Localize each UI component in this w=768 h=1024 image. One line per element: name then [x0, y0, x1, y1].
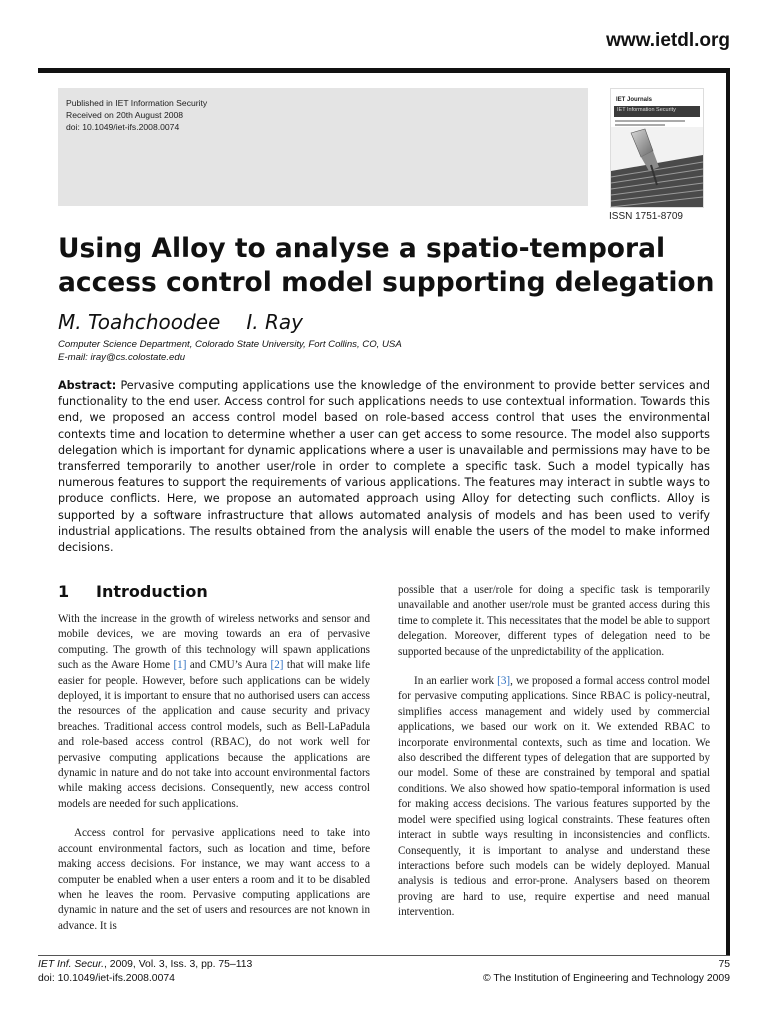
affiliation-line: Computer Science Department, Colorado State University, Fort Collins, CO, USA	[58, 339, 402, 350]
site-url-link[interactable]: www.ietdl.org	[606, 30, 730, 51]
footer-rule	[38, 955, 730, 956]
body-paragraph: Access control for pervasive applications need to take into account environmental factors, such as location and time, before making access decisions. For instance, we may want access to a computer be enabled when a user enters a room and it to be disabled when he leaves the room. Pervasive computing applications are dynamic in nature and the set of users and resources are not known in advance. It is	[58, 827, 370, 932]
received-date: Received on 20th August 2008	[66, 110, 184, 120]
citation-line	[38, 958, 252, 972]
abstract-label: Abstract:	[58, 379, 117, 392]
footer-doi: doi: 10.1049/iet-ifs.2008.0074	[38, 973, 175, 984]
page-number: 75	[718, 959, 730, 970]
cover-artwork	[611, 127, 703, 207]
paper-title: Using Alloy to analyse a spatio-temporal access control model supporting delegation	[58, 233, 715, 298]
author-email: E-mail: iray@cs.colostate.edu	[58, 352, 186, 363]
journal-cover-image	[610, 88, 704, 208]
cover-brand: IET Journals	[616, 97, 653, 103]
body-text: , we proposed a formal access control model for pervasive computing applications. Since RBAC is policy-neutral, simplifies access management and widely used by commercial applications, we based our work on it. We extended RBAC to incorporate environmental contexts, such as time and location. We also described the different types of delegation that are supported by our model. Some of these are constrained by temporal and spatial conditions. We also showed how spatio-temporal information is used for making access decisions. The various features supported by the model were specified using logical constraints. These features often interact in subtle ways resulting in inconsistencies and conflicts. Consequently, it is important to analyse and understand these interactions before such models can be widely deployed. Manual analysis is tedious and error-prone. Analysers based on theorem proving are hard to use, require expertise and need manual intervention.	[398, 675, 710, 919]
author-name: M. Toahchoodee	[58, 310, 221, 334]
citation-link[interactable]: [2]	[270, 659, 284, 672]
abstract-text: Pervasive computing applications use the knowledge of the environment to provide better services and functionality to the end user. Access control for such applications needs to use contextual information. Towards this end, we proposed an access control model based on role-based access control that uses the environmental contexts time and location to determine whether a user can get access to some resource. The model also supports delegation which is important for dynamic applications where a user is unavailable and permissions may have to be transferred temporarily to another user/role in order to complete a specific task. Such a model typically has numerous features to support the requirements of various applications. The features may interact in subtle ways to produce conflicts. Here, we propose an automated approach using Alloy for detecting such conflicts. Alloy is supported by a software infrastructure that allows automated analysis of models and has been used to verify industrial applications. The results obtained from the analysis will enable the users of the model to make informed decisions.	[58, 379, 711, 555]
issn-number: ISSN 1751-8709	[609, 211, 683, 222]
author-name: I. Ray	[246, 310, 303, 334]
publication-info-box	[58, 88, 588, 206]
cover-text-line	[615, 124, 665, 126]
body-column-right	[398, 583, 710, 921]
author-affiliation	[58, 338, 402, 364]
footer-citation	[38, 958, 252, 986]
footer-right	[483, 958, 730, 986]
top-rule	[38, 68, 730, 73]
citation-link[interactable]: [3]	[497, 675, 511, 688]
citation-volume: , 2009, Vol. 3, Iss. 3, pp. 75–113	[104, 959, 253, 970]
copyright-notice: © The Institution of Engineering and Technology 2009	[482, 973, 730, 984]
body-paragraph	[58, 612, 370, 812]
author-list	[58, 310, 303, 334]
body-column-left	[58, 612, 370, 934]
body-text: With the increase in the growth of wireless networks and sensor and mobile devices, we are moving towards an era of pervasive computing. The growth of this technology will spawn applications such as the Aware Home	[58, 613, 370, 672]
section-number: 1	[58, 582, 70, 601]
body-paragraph	[398, 674, 710, 921]
published-in: Published in IET Information Security	[66, 98, 208, 108]
abstract	[58, 378, 710, 556]
right-margin-rule	[726, 68, 730, 956]
cover-journal-name: IET Information Security	[617, 107, 676, 113]
cover-text-line	[615, 120, 685, 122]
body-text: In an earlier work	[414, 675, 498, 688]
cover-title-bar	[614, 106, 700, 117]
section-title: Introduction	[96, 582, 208, 601]
section-heading	[58, 582, 208, 601]
doi-text: doi: 10.1049/iet-ifs.2008.0074	[66, 122, 180, 132]
journal-abbrev: IET Inf. Secur.	[38, 959, 105, 970]
body-text: that will make life easier for people. However, before such applications can be widely deployed, it is important to ensure that no authorised users can access the resources of the application and cause security and privacy breaches. Traditional access control models, such as Bell-LaPadula and role-based access control (RBAC), do not work well for pervasive computing applications because the applications are dynamic in nature and do not take into account environmental factors while making access decisions. Consequently, new access control models are needed for such applications.	[58, 659, 371, 810]
body-text: and CMU’s Aura	[186, 659, 271, 672]
body-paragraph: possible that a user/role for doing a specific task is temporarily unavailable and another user/role must be granted access during this time to complete it. This necessitates that the model be able to support delegation. Moreover, different types of delegation need to be supported because of the unpredictability of the application.	[398, 584, 710, 658]
citation-link[interactable]: [1]	[173, 659, 187, 672]
